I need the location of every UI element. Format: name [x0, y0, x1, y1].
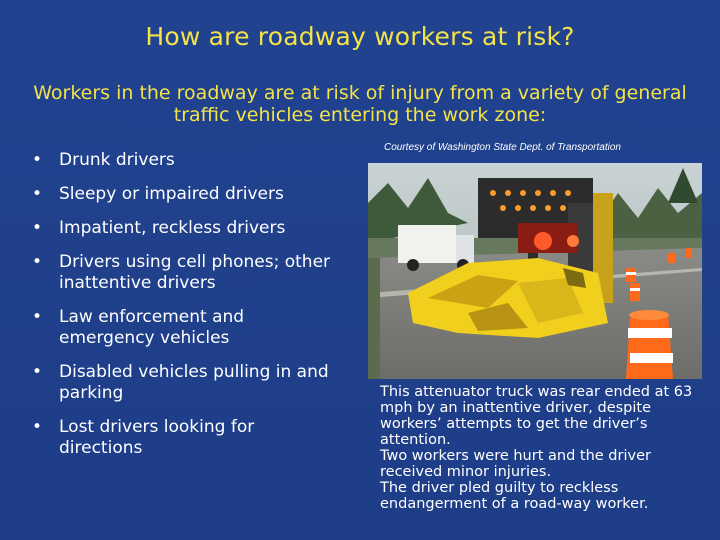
bullet-item [30, 218, 340, 239]
bullet-text: Lost drivers looking for directions [59, 417, 255, 458]
bullet-text: Drivers using cell phones; other inattentive drivers [59, 252, 331, 293]
bullet-text: Drunk drivers [59, 150, 175, 170]
bullet-item [30, 417, 340, 459]
crashed-truck-photo [368, 163, 702, 379]
bullet-item [30, 184, 340, 205]
bullet-list [30, 150, 340, 472]
intro-text: Workers in the roadway are at risk of injury from a variety of general traffic vehicles entering the work zone: [33, 82, 687, 126]
caption-line: This attenuator truck was rear ended at 63 mph by an inattentive driver, despite workers’ attempts to get the driver’s attention. [380, 384, 693, 448]
bullet-dot: • [32, 362, 43, 382]
bullet-item [30, 307, 340, 349]
bullet-item [30, 362, 340, 404]
bullet-dot: • [32, 184, 43, 204]
slide-title: How are roadway workers at risk? [145, 22, 575, 51]
bullet-dot: • [32, 252, 43, 272]
photo-caption [380, 384, 710, 512]
bullet-item [30, 150, 340, 171]
bullet-text: Law enforcement and emergency vehicles [59, 307, 245, 348]
photo-credit: Courtesy of Washington State Dept. of Transportation [384, 142, 621, 153]
bullet-item [30, 252, 340, 294]
photo-illustration [368, 163, 702, 379]
bullet-text: Sleepy or impaired drivers [59, 184, 284, 204]
bullet-dot: • [32, 417, 43, 437]
bullet-text: Disabled vehicles pulling in and parking [59, 362, 329, 403]
bullet-dot: • [32, 150, 43, 170]
bullet-dot: • [32, 307, 43, 327]
caption-line: Two workers were hurt and the driver received minor injuries. [380, 448, 651, 480]
caption-line: The driver pled guilty to reckless endangerment of a road-way worker. [380, 480, 649, 512]
bullet-dot: • [32, 218, 43, 238]
bullet-text: Impatient, reckless drivers [59, 218, 286, 238]
